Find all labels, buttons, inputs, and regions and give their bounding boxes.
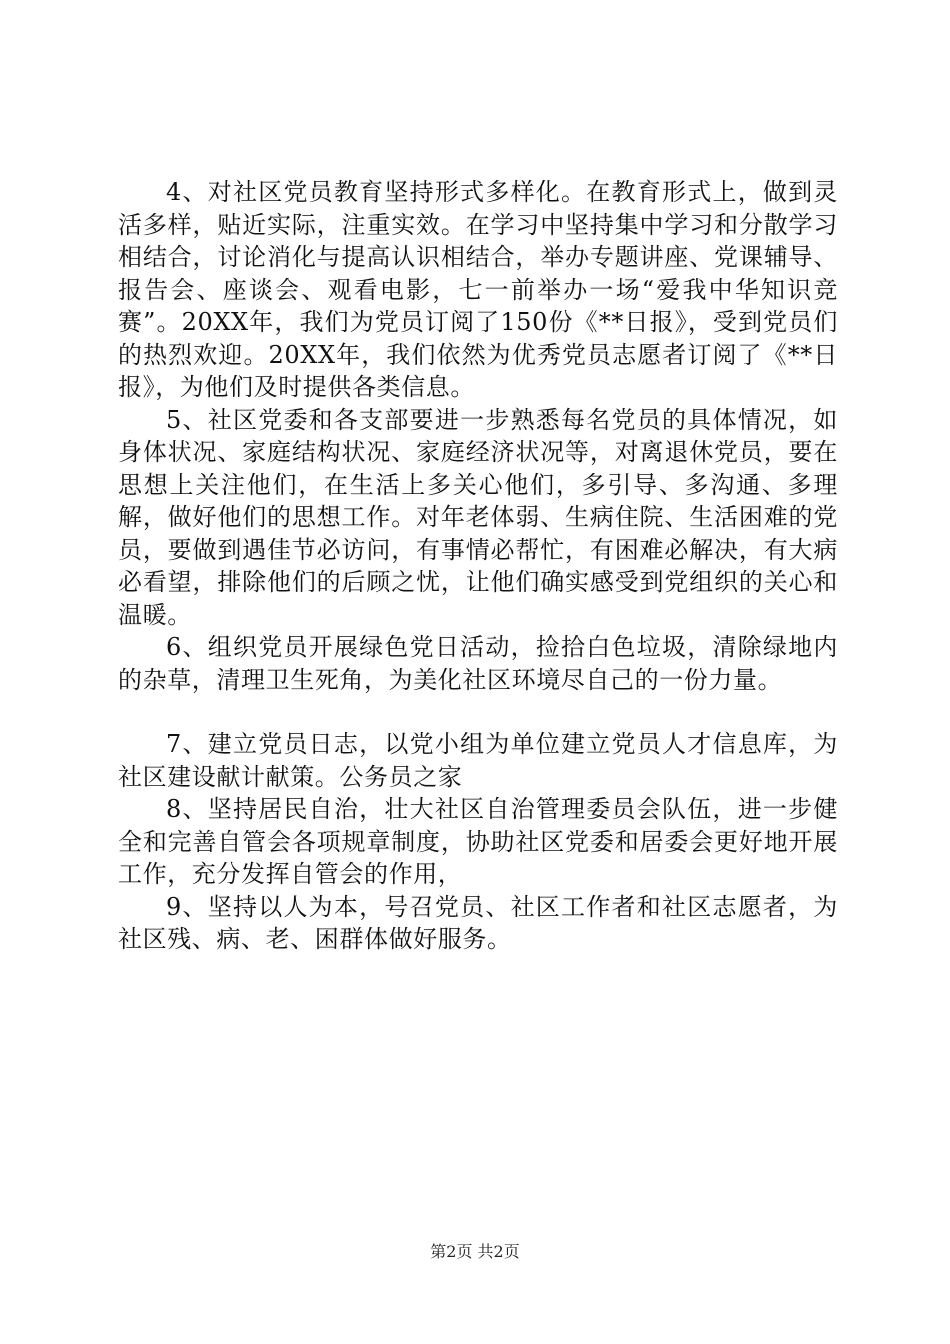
document-body [118,176,838,956]
page-footer: 第2页 共2页 [430,1242,520,1261]
paragraph-item-9: 9、坚持以人为本，号召党员、社区工作者和社区志愿者，为社区残、病、老、困群体做好服务。 [118,892,838,953]
paragraph-item-4: 4、对社区党员教育坚持形式多样化。在教育形式上，做到灵活多样，贴近实际，注重实效。在学习中坚持集中学习和分散学习相结合，讨论消化与提高认识相结合，举办专题讲座、党课辅导、报告会、座谈会、观看电影，七一前举办一场“爱我中华知识竞赛”。20XX年，我们为党员订阅了150份《**日报》，受到党员们的热烈欢迎。20XX年，我们依然为优秀党员志愿者订阅了《**日报》，为他们及时提供各类信息。 [118,178,838,401]
paragraph-item-5: 5、社区党委和各支部要进一步熟悉每名党员的具体情况，如身体状况、家庭结构状况、家庭经济状况等，对离退休党员，要在思想上关注他们，在生活上多关心他们，多引导、多沟通、多理解，做好他们的思想工作。对年老体弱、生病住院、生活困难的党员，要做到遇佳节必访问，有事情必帮忙，有困难必解决，有大病必看望，排除他们的后顾之忧，让他们确实感受到党组织的关心和温暖。 [118,405,838,629]
paragraph-item-6: 6、组织党员开展绿色党日活动，捡拾白色垃圾，清除绿地内的杂草，清理卫生死角，为美化社区环境尽自己的一份力量。 [118,633,838,694]
paragraph-item-7: 7、建立党员日志，以党小组为单位建立党员人才信息库，为社区建设献计献策。公务员之家 [118,730,838,791]
paragraph-item-8: 8、坚持居民自治，壮大社区自治管理委员会队伍，进一步健全和完善自管会各项规章制度，协助社区党委和居委会更好地开展工作，充分发挥自管会的作用， [118,795,838,888]
